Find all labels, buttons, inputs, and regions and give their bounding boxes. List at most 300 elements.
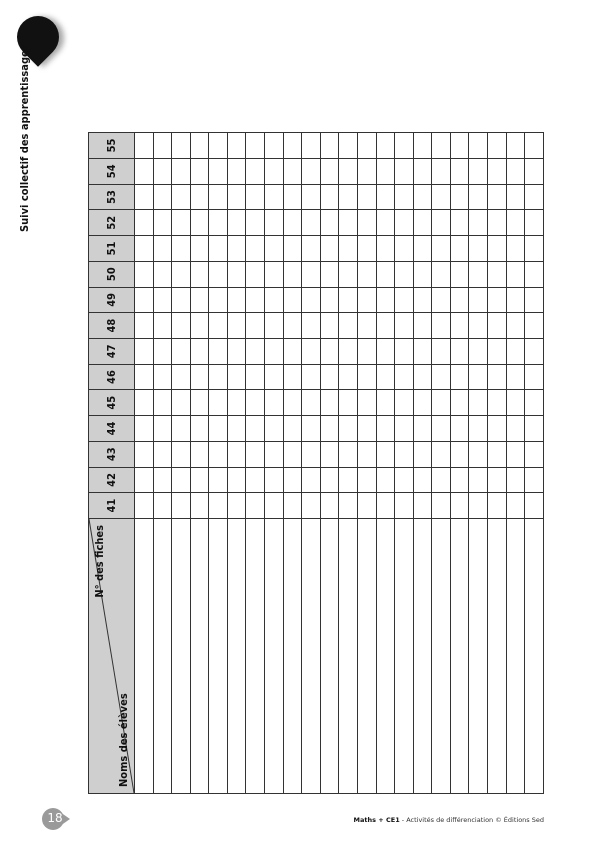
- progress-cell[interactable]: [506, 261, 525, 287]
- progress-cell[interactable]: [135, 493, 154, 519]
- progress-cell[interactable]: [450, 261, 469, 287]
- progress-cell[interactable]: [153, 158, 172, 184]
- progress-cell[interactable]: [357, 261, 376, 287]
- progress-cell[interactable]: [265, 287, 284, 313]
- progress-cell[interactable]: [302, 313, 321, 339]
- student-name-cell[interactable]: [432, 519, 451, 794]
- progress-cell[interactable]: [320, 133, 339, 159]
- progress-cell[interactable]: [432, 364, 451, 390]
- progress-cell[interactable]: [209, 133, 228, 159]
- progress-cell[interactable]: [525, 313, 544, 339]
- progress-cell[interactable]: [506, 493, 525, 519]
- progress-cell[interactable]: [190, 467, 209, 493]
- progress-cell[interactable]: [395, 416, 414, 442]
- progress-cell[interactable]: [357, 467, 376, 493]
- progress-cell[interactable]: [209, 158, 228, 184]
- progress-cell[interactable]: [469, 210, 488, 236]
- progress-cell[interactable]: [246, 158, 265, 184]
- progress-cell[interactable]: [357, 313, 376, 339]
- progress-cell[interactable]: [413, 493, 432, 519]
- progress-cell[interactable]: [506, 364, 525, 390]
- progress-cell[interactable]: [487, 441, 506, 467]
- progress-cell[interactable]: [487, 210, 506, 236]
- progress-cell[interactable]: [339, 364, 358, 390]
- student-name-cell[interactable]: [487, 519, 506, 794]
- progress-cell[interactable]: [469, 236, 488, 262]
- progress-cell[interactable]: [413, 467, 432, 493]
- progress-cell[interactable]: [413, 313, 432, 339]
- progress-cell[interactable]: [450, 210, 469, 236]
- progress-cell[interactable]: [376, 441, 395, 467]
- progress-cell[interactable]: [283, 364, 302, 390]
- progress-cell[interactable]: [432, 287, 451, 313]
- progress-cell[interactable]: [376, 493, 395, 519]
- progress-cell[interactable]: [320, 236, 339, 262]
- progress-cell[interactable]: [469, 390, 488, 416]
- progress-cell[interactable]: [302, 287, 321, 313]
- progress-cell[interactable]: [487, 133, 506, 159]
- progress-cell[interactable]: [339, 133, 358, 159]
- student-name-cell[interactable]: [469, 519, 488, 794]
- progress-cell[interactable]: [265, 261, 284, 287]
- progress-cell[interactable]: [450, 236, 469, 262]
- progress-cell[interactable]: [209, 184, 228, 210]
- progress-cell[interactable]: [413, 133, 432, 159]
- progress-cell[interactable]: [487, 338, 506, 364]
- progress-cell[interactable]: [432, 158, 451, 184]
- progress-cell[interactable]: [302, 338, 321, 364]
- progress-cell[interactable]: [172, 467, 191, 493]
- progress-cell[interactable]: [413, 287, 432, 313]
- progress-cell[interactable]: [190, 210, 209, 236]
- progress-cell[interactable]: [320, 416, 339, 442]
- progress-cell[interactable]: [525, 287, 544, 313]
- progress-cell[interactable]: [265, 338, 284, 364]
- progress-cell[interactable]: [283, 184, 302, 210]
- progress-cell[interactable]: [135, 158, 154, 184]
- progress-cell[interactable]: [357, 210, 376, 236]
- progress-cell[interactable]: [246, 441, 265, 467]
- student-name-cell[interactable]: [376, 519, 395, 794]
- progress-cell[interactable]: [227, 133, 246, 159]
- progress-cell[interactable]: [339, 287, 358, 313]
- progress-cell[interactable]: [469, 313, 488, 339]
- progress-cell[interactable]: [246, 390, 265, 416]
- progress-cell[interactable]: [190, 261, 209, 287]
- progress-cell[interactable]: [395, 390, 414, 416]
- progress-cell[interactable]: [283, 313, 302, 339]
- progress-cell[interactable]: [320, 467, 339, 493]
- progress-cell[interactable]: [413, 236, 432, 262]
- progress-cell[interactable]: [265, 416, 284, 442]
- progress-cell[interactable]: [283, 236, 302, 262]
- progress-cell[interactable]: [153, 467, 172, 493]
- progress-cell[interactable]: [246, 287, 265, 313]
- progress-cell[interactable]: [172, 184, 191, 210]
- student-name-cell[interactable]: [190, 519, 209, 794]
- progress-cell[interactable]: [506, 416, 525, 442]
- progress-cell[interactable]: [487, 313, 506, 339]
- progress-cell[interactable]: [172, 133, 191, 159]
- progress-cell[interactable]: [172, 364, 191, 390]
- progress-cell[interactable]: [283, 416, 302, 442]
- progress-cell[interactable]: [413, 390, 432, 416]
- progress-cell[interactable]: [209, 364, 228, 390]
- progress-cell[interactable]: [487, 493, 506, 519]
- progress-cell[interactable]: [302, 158, 321, 184]
- progress-cell[interactable]: [525, 441, 544, 467]
- progress-cell[interactable]: [190, 184, 209, 210]
- progress-cell[interactable]: [506, 210, 525, 236]
- progress-cell[interactable]: [432, 133, 451, 159]
- progress-cell[interactable]: [135, 338, 154, 364]
- progress-cell[interactable]: [487, 390, 506, 416]
- progress-cell[interactable]: [153, 184, 172, 210]
- progress-cell[interactable]: [339, 210, 358, 236]
- progress-cell[interactable]: [339, 416, 358, 442]
- progress-cell[interactable]: [320, 493, 339, 519]
- progress-cell[interactable]: [525, 338, 544, 364]
- progress-cell[interactable]: [265, 364, 284, 390]
- progress-cell[interactable]: [302, 364, 321, 390]
- progress-cell[interactable]: [283, 390, 302, 416]
- progress-cell[interactable]: [487, 184, 506, 210]
- progress-cell[interactable]: [246, 210, 265, 236]
- progress-cell[interactable]: [450, 158, 469, 184]
- progress-cell[interactable]: [339, 236, 358, 262]
- progress-cell[interactable]: [450, 133, 469, 159]
- student-name-cell[interactable]: [413, 519, 432, 794]
- progress-cell[interactable]: [339, 467, 358, 493]
- progress-cell[interactable]: [172, 236, 191, 262]
- progress-cell[interactable]: [227, 313, 246, 339]
- progress-cell[interactable]: [357, 441, 376, 467]
- progress-cell[interactable]: [469, 416, 488, 442]
- progress-cell[interactable]: [302, 493, 321, 519]
- progress-cell[interactable]: [153, 313, 172, 339]
- progress-cell[interactable]: [376, 261, 395, 287]
- progress-cell[interactable]: [153, 210, 172, 236]
- progress-cell[interactable]: [487, 236, 506, 262]
- progress-cell[interactable]: [283, 158, 302, 184]
- progress-cell[interactable]: [302, 261, 321, 287]
- progress-cell[interactable]: [506, 158, 525, 184]
- progress-cell[interactable]: [320, 364, 339, 390]
- progress-cell[interactable]: [135, 287, 154, 313]
- progress-cell[interactable]: [525, 390, 544, 416]
- progress-cell[interactable]: [469, 133, 488, 159]
- progress-cell[interactable]: [357, 184, 376, 210]
- progress-cell[interactable]: [135, 313, 154, 339]
- progress-cell[interactable]: [432, 210, 451, 236]
- progress-cell[interactable]: [227, 287, 246, 313]
- progress-cell[interactable]: [135, 390, 154, 416]
- student-name-cell[interactable]: [525, 519, 544, 794]
- progress-cell[interactable]: [265, 313, 284, 339]
- progress-cell[interactable]: [283, 133, 302, 159]
- progress-cell[interactable]: [357, 338, 376, 364]
- progress-cell[interactable]: [450, 390, 469, 416]
- progress-cell[interactable]: [469, 364, 488, 390]
- progress-cell[interactable]: [246, 416, 265, 442]
- progress-cell[interactable]: [339, 184, 358, 210]
- progress-cell[interactable]: [209, 390, 228, 416]
- progress-cell[interactable]: [153, 441, 172, 467]
- progress-cell[interactable]: [302, 236, 321, 262]
- progress-cell[interactable]: [265, 210, 284, 236]
- progress-cell[interactable]: [172, 210, 191, 236]
- progress-cell[interactable]: [432, 493, 451, 519]
- progress-cell[interactable]: [450, 441, 469, 467]
- progress-cell[interactable]: [487, 416, 506, 442]
- student-name-cell[interactable]: [395, 519, 414, 794]
- progress-cell[interactable]: [227, 416, 246, 442]
- student-name-cell[interactable]: [506, 519, 525, 794]
- progress-cell[interactable]: [376, 184, 395, 210]
- progress-cell[interactable]: [506, 441, 525, 467]
- progress-cell[interactable]: [506, 467, 525, 493]
- progress-cell[interactable]: [487, 261, 506, 287]
- progress-cell[interactable]: [209, 287, 228, 313]
- progress-cell[interactable]: [432, 390, 451, 416]
- progress-cell[interactable]: [227, 184, 246, 210]
- progress-cell[interactable]: [227, 467, 246, 493]
- progress-cell[interactable]: [450, 338, 469, 364]
- progress-cell[interactable]: [525, 493, 544, 519]
- progress-cell[interactable]: [265, 133, 284, 159]
- progress-cell[interactable]: [469, 158, 488, 184]
- progress-cell[interactable]: [209, 236, 228, 262]
- progress-cell[interactable]: [209, 493, 228, 519]
- progress-cell[interactable]: [227, 338, 246, 364]
- progress-cell[interactable]: [320, 338, 339, 364]
- progress-cell[interactable]: [283, 210, 302, 236]
- progress-cell[interactable]: [246, 338, 265, 364]
- progress-cell[interactable]: [376, 364, 395, 390]
- progress-cell[interactable]: [395, 133, 414, 159]
- progress-cell[interactable]: [487, 467, 506, 493]
- progress-cell[interactable]: [190, 390, 209, 416]
- progress-cell[interactable]: [320, 287, 339, 313]
- student-name-cell[interactable]: [450, 519, 469, 794]
- progress-cell[interactable]: [153, 416, 172, 442]
- progress-cell[interactable]: [172, 158, 191, 184]
- progress-cell[interactable]: [302, 184, 321, 210]
- progress-cell[interactable]: [246, 493, 265, 519]
- progress-cell[interactable]: [357, 236, 376, 262]
- progress-cell[interactable]: [190, 133, 209, 159]
- progress-cell[interactable]: [395, 313, 414, 339]
- progress-cell[interactable]: [265, 493, 284, 519]
- progress-cell[interactable]: [357, 390, 376, 416]
- progress-cell[interactable]: [525, 236, 544, 262]
- progress-cell[interactable]: [339, 261, 358, 287]
- progress-cell[interactable]: [265, 158, 284, 184]
- progress-cell[interactable]: [339, 390, 358, 416]
- progress-cell[interactable]: [135, 210, 154, 236]
- progress-cell[interactable]: [283, 441, 302, 467]
- progress-cell[interactable]: [432, 338, 451, 364]
- progress-cell[interactable]: [357, 416, 376, 442]
- progress-cell[interactable]: [357, 493, 376, 519]
- student-name-cell[interactable]: [265, 519, 284, 794]
- progress-cell[interactable]: [357, 158, 376, 184]
- progress-cell[interactable]: [153, 338, 172, 364]
- progress-cell[interactable]: [395, 441, 414, 467]
- progress-cell[interactable]: [153, 390, 172, 416]
- progress-cell[interactable]: [469, 184, 488, 210]
- progress-cell[interactable]: [339, 313, 358, 339]
- progress-cell[interactable]: [339, 441, 358, 467]
- progress-cell[interactable]: [395, 158, 414, 184]
- progress-cell[interactable]: [413, 416, 432, 442]
- progress-cell[interactable]: [469, 338, 488, 364]
- progress-cell[interactable]: [320, 313, 339, 339]
- progress-cell[interactable]: [395, 364, 414, 390]
- progress-cell[interactable]: [506, 184, 525, 210]
- progress-cell[interactable]: [357, 133, 376, 159]
- progress-cell[interactable]: [506, 287, 525, 313]
- progress-cell[interactable]: [153, 261, 172, 287]
- progress-cell[interactable]: [246, 133, 265, 159]
- progress-cell[interactable]: [265, 441, 284, 467]
- progress-cell[interactable]: [487, 287, 506, 313]
- progress-cell[interactable]: [506, 390, 525, 416]
- progress-cell[interactable]: [246, 364, 265, 390]
- progress-cell[interactable]: [506, 236, 525, 262]
- progress-cell[interactable]: [246, 261, 265, 287]
- progress-cell[interactable]: [302, 416, 321, 442]
- progress-cell[interactable]: [525, 210, 544, 236]
- progress-cell[interactable]: [469, 261, 488, 287]
- progress-cell[interactable]: [432, 261, 451, 287]
- progress-cell[interactable]: [227, 441, 246, 467]
- progress-cell[interactable]: [395, 287, 414, 313]
- progress-cell[interactable]: [227, 261, 246, 287]
- progress-cell[interactable]: [357, 287, 376, 313]
- progress-cell[interactable]: [190, 158, 209, 184]
- progress-cell[interactable]: [376, 133, 395, 159]
- progress-cell[interactable]: [302, 390, 321, 416]
- progress-cell[interactable]: [153, 236, 172, 262]
- progress-cell[interactable]: [320, 261, 339, 287]
- progress-cell[interactable]: [432, 184, 451, 210]
- student-name-cell[interactable]: [209, 519, 228, 794]
- progress-cell[interactable]: [469, 287, 488, 313]
- progress-cell[interactable]: [525, 467, 544, 493]
- progress-cell[interactable]: [246, 313, 265, 339]
- progress-cell[interactable]: [432, 441, 451, 467]
- student-name-cell[interactable]: [283, 519, 302, 794]
- progress-cell[interactable]: [227, 210, 246, 236]
- progress-cell[interactable]: [413, 158, 432, 184]
- progress-cell[interactable]: [172, 493, 191, 519]
- progress-cell[interactable]: [413, 184, 432, 210]
- progress-cell[interactable]: [450, 493, 469, 519]
- progress-cell[interactable]: [376, 416, 395, 442]
- progress-cell[interactable]: [172, 287, 191, 313]
- student-name-cell[interactable]: [227, 519, 246, 794]
- student-name-cell[interactable]: [339, 519, 358, 794]
- progress-cell[interactable]: [246, 184, 265, 210]
- progress-cell[interactable]: [190, 493, 209, 519]
- progress-cell[interactable]: [190, 287, 209, 313]
- progress-cell[interactable]: [432, 467, 451, 493]
- progress-cell[interactable]: [395, 210, 414, 236]
- progress-cell[interactable]: [135, 133, 154, 159]
- progress-cell[interactable]: [209, 441, 228, 467]
- progress-cell[interactable]: [209, 416, 228, 442]
- progress-cell[interactable]: [302, 133, 321, 159]
- progress-cell[interactable]: [413, 441, 432, 467]
- progress-cell[interactable]: [450, 287, 469, 313]
- progress-cell[interactable]: [395, 261, 414, 287]
- progress-cell[interactable]: [376, 313, 395, 339]
- progress-cell[interactable]: [265, 390, 284, 416]
- progress-cell[interactable]: [395, 184, 414, 210]
- progress-cell[interactable]: [469, 467, 488, 493]
- progress-cell[interactable]: [525, 133, 544, 159]
- progress-cell[interactable]: [302, 210, 321, 236]
- progress-cell[interactable]: [525, 364, 544, 390]
- progress-cell[interactable]: [413, 210, 432, 236]
- progress-cell[interactable]: [376, 338, 395, 364]
- progress-cell[interactable]: [450, 184, 469, 210]
- student-name-cell[interactable]: [357, 519, 376, 794]
- progress-cell[interactable]: [209, 313, 228, 339]
- progress-cell[interactable]: [265, 467, 284, 493]
- progress-cell[interactable]: [487, 158, 506, 184]
- progress-cell[interactable]: [190, 338, 209, 364]
- progress-cell[interactable]: [376, 390, 395, 416]
- progress-cell[interactable]: [395, 338, 414, 364]
- progress-cell[interactable]: [227, 364, 246, 390]
- progress-cell[interactable]: [432, 236, 451, 262]
- progress-cell[interactable]: [339, 493, 358, 519]
- progress-cell[interactable]: [506, 313, 525, 339]
- progress-cell[interactable]: [153, 287, 172, 313]
- progress-cell[interactable]: [265, 184, 284, 210]
- progress-cell[interactable]: [135, 184, 154, 210]
- progress-cell[interactable]: [525, 184, 544, 210]
- progress-cell[interactable]: [450, 313, 469, 339]
- progress-cell[interactable]: [172, 261, 191, 287]
- progress-cell[interactable]: [525, 158, 544, 184]
- progress-cell[interactable]: [135, 261, 154, 287]
- progress-cell[interactable]: [190, 416, 209, 442]
- progress-cell[interactable]: [190, 313, 209, 339]
- student-name-cell[interactable]: [246, 519, 265, 794]
- progress-cell[interactable]: [135, 236, 154, 262]
- student-name-cell[interactable]: [320, 519, 339, 794]
- progress-cell[interactable]: [376, 158, 395, 184]
- progress-cell[interactable]: [209, 338, 228, 364]
- progress-cell[interactable]: [265, 236, 284, 262]
- progress-cell[interactable]: [413, 338, 432, 364]
- progress-cell[interactable]: [190, 441, 209, 467]
- progress-cell[interactable]: [376, 287, 395, 313]
- progress-cell[interactable]: [246, 467, 265, 493]
- progress-cell[interactable]: [190, 364, 209, 390]
- progress-cell[interactable]: [135, 441, 154, 467]
- progress-cell[interactable]: [320, 441, 339, 467]
- progress-cell[interactable]: [135, 467, 154, 493]
- progress-cell[interactable]: [450, 364, 469, 390]
- progress-cell[interactable]: [357, 364, 376, 390]
- progress-cell[interactable]: [302, 441, 321, 467]
- progress-cell[interactable]: [487, 364, 506, 390]
- progress-cell[interactable]: [413, 261, 432, 287]
